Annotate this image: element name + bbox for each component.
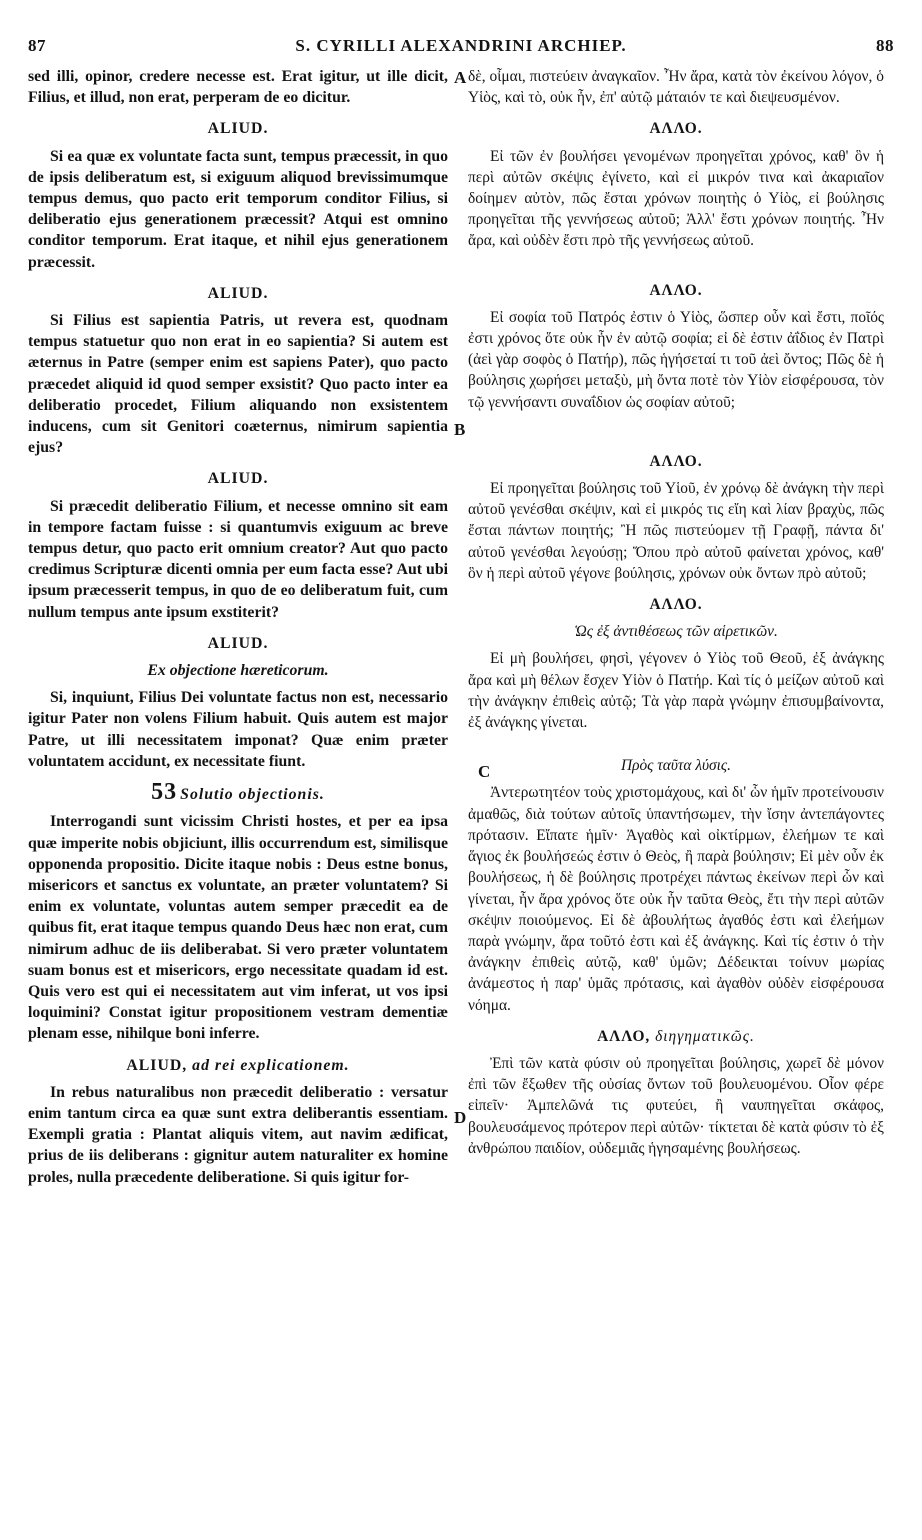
- greek-subheading: Ὡς ἐξ ἀντιθέσεως τῶν αἱρετικῶν.: [574, 623, 778, 641]
- greek-section-heading-explicatio: [468, 1026, 884, 1047]
- greek-paragraph: Εἰ τῶν ἐν βουλήσει γενομένων προηγεῖται χρόνος, καθ' ὃν ἡ περὶ αὐτῶν σκέψις ἐγίνετο, καὶ εἰ μικρόν τινα καὶ ἀκαριαῖον δοίημεν αὐτὸν, πῶς ἔσται χρόνων ποιητὴς ὁ Υἱὸς, εἰ βούλησις προηγεῖται τῆς γεννήσεως αὐτοῦ; Ἀλλ' ἔστι χρόνων ποιητής. Ἦν ἄρα, καὶ οὐδὲν ἔστι πρὸ τῆς γεννήσεως αὐτοῦ.: [468, 147, 884, 250]
- latin-paragraph: Si, inquiunt, Filius Dei voluntate factus non est, necessario igitur Pater non volens Filium habuit. Quis autem est major Patre, ut illi necessitatem imponat? Quæ enim præter voluntatem accidunt, ex necessitate fiunt.: [28, 689, 448, 770]
- greek-paragraph: Εἰ μὴ βουλήσει, φησὶ, γέγονεν ὁ Υἱὸς τοῦ Θεοῦ, ἐξ ἀνάγκης ἄρα καὶ μὴ θέλων ἔσχεν Υἱὸν ὁ Πατήρ. Καὶ τίς ὁ μείζων αὐτοῦ καὶ τὴν ἀνάγκην ἐπιθεὶς αὐτῷ; Τὰ γὰρ παρὰ γνώμην ἐπισυμβαίνοντα, ἐξ ἀνάγκης γίνεται.: [468, 650, 884, 732]
- latin-paragraph: In rebus naturalibus non præcedit deliberatio : versatur enim tantum circa ea quæ sunt extra deliberantis essentiam. Exempli gratia : Plantat aliquis vitem, aut navim ædificat, prius de iis deliberans : gignitur autem naturaliter ex homine proles, nulla præcedente deliberatione. Si quis igitur for-: [28, 1083, 448, 1186]
- latin-paragraph: Si Filius est sapientia Patris, ut revera est, quodnam tempus statuetur quo non erat in eo sapientia? Si autem est æternus in Patre (semper enim est sapiens Pater), quo pacto præcedet aliquid id quod semper exsistit? Quo pacto inter ea deliberatio procedet, Filium aliquando non exsistentem inducens, cum sit Genitori coæternus, nimirum sapientia ejus?: [28, 312, 448, 457]
- latin-column: [28, 66, 448, 1526]
- latin-intro: sed illi, opinor, credere necesse est. Erat igitur, ut ille dicit, Filius, et illud, non erat, perperam de eo dicitur.: [28, 68, 448, 107]
- latin-section-heading-explicatio: [28, 1055, 448, 1076]
- latin-paragraph: Si ea quæ ex voluntate facta sunt, tempus præcessit, in quo de ipsis deliberatum est, si exiguum aliquod brevissimumque tempus demus, quo pacto erit temporum conditor Filius, si deliberatio ejus generationem præcessit? Atqui est omnino conditor temporum. Erat itaque, et nihil ejus generationem præcessit.: [28, 147, 448, 271]
- greek-solution-heading: Πρὸς ταῦτα λύσις.: [620, 757, 732, 775]
- latin-section-heading: ALIUD.: [207, 470, 269, 488]
- page-number-left: 87: [28, 36, 46, 55]
- greek-subheading: διηγηματικῶς.: [655, 1027, 755, 1045]
- margin-letter-b: B: [454, 420, 466, 439]
- latin-solution-heading: [28, 779, 448, 806]
- latin-subheading: Ex objectione hæreticorum.: [147, 662, 329, 680]
- greek-section-heading: ΑΛΛΟ,: [597, 1027, 651, 1045]
- latin-section-heading: ALIUD.: [207, 284, 269, 302]
- latin-section-heading: ALIUD.: [207, 120, 269, 138]
- greek-section-heading: ΑΛΛΟ.: [649, 120, 703, 138]
- greek-paragraph: Ἀντερωτητέον τοὺς χριστομάχους, καὶ δι' ὧν ἡμῖν προτείνουσιν ἀμαθῶς, διὰ τούτων αὐτοῖς ὑπαντήσωμεν, τὴν ἴσην ἀντεπάγοντες πρότασιν. Εἴπατε ἡμῖν· Ἀγαθὸς καὶ οἰκτίρμων, ἐλεήμων τε καὶ ἅγιος ἐκ βουλήσεώς ἐστιν ὁ Θεὸς, ἢ παρὰ βούλησιν; Εἰ μὲν οὖν ἐκ βουλήσεως, ἡ δὲ βούλησις προτρέχει πάντως ἐκείνων περὶ ὧν καὶ γίνεται, ἦν ἄρα χρόνος ὅτε οὐκ ἦν ταῦτα Θεὸς, ἔτι τὴν περὶ αὐτῶν σκέψιν ποιούμενος. Εἰ δὲ ἀβουλήτως ἀγαθός ἐστι καὶ ἐλεήμων παρὰ γνώμην, ἄρα τοῦτό ἐστι καὶ ἐξ ἀνάγκης. Καὶ τίς ἐστιν ὁ τὴν ἀνάγκην ἐπιθεὶς αὐτῷ, καθ' ὑμῶν; Δέδεικται τοίνυν μωρίας ἀνάμεστος ἡ παρ' ὑμᾶς πρότασις, καὶ ἀγαθὸν οὐδὲν εἰσφέρουσα νόημα.: [468, 784, 884, 1014]
- page-number-right: 88: [876, 36, 894, 55]
- greek-section-heading: ΑΛΛΟ.: [649, 452, 703, 470]
- latin-section-heading: ALIUD,: [126, 1056, 188, 1074]
- greek-paragraph: Εἰ σοφία τοῦ Πατρός ἐστιν ὁ Υἱὸς, ὥσπερ οὖν καὶ ἔστι, ποῖός ἐστι χρόνος ὅτε οὐκ ἦν ἐν αὐτῷ σοφία; εἰ δὲ ἐστιν ἀΐδιος ἐν Πατρὶ (ἀεὶ γὰρ σοφὸς ὁ Πατήρ), πῶς ἡγήσεταί τι τοῦ ἀεὶ ὄντος; Πῶς δὲ ἡ βούλησις χωρήσει μεταξὺ, μὴ ὄντα ποτὲ τὸν Υἱὸν εἰσφέρουσα, τὸν τῷ γεννήσαντι συναΐδιον ὡς σοφίαν αὐτοῦ;: [468, 308, 884, 411]
- running-title: S. CYRILLI ALEXANDRINI ARCHIEP.: [295, 36, 627, 55]
- greek-column: [468, 66, 884, 1526]
- page-header: [28, 36, 894, 60]
- margin-letter-a: A: [454, 68, 467, 87]
- margin-letter-d: D: [454, 1108, 467, 1127]
- greek-paragraph: Ἐπὶ τῶν κατὰ φύσιν οὐ προηγεῖται βούλησις, χωρεῖ δὲ μόνον ἐπὶ τῶν ἔξωθεν τῆς οὐσίας ὄντων τοῦ βουλευομένου. Οἷον φέρε εἰπεῖν· Ἀμπελῶνά τις φυτεύει, ἢ ναυπηγεῖται σκάφος, βουλευσάμενος πρότερον περὶ αὐτῶν· τίκτεται δὲ κατὰ φύσιν τὸ ἐξ ἀνθρώπου παιδίον, οὐδεμιᾶς ἡγησαμένης βουλήσεως.: [468, 1054, 884, 1157]
- latin-paragraph: Interrogandi sunt vicissim Christi hostes, et per ea ipsa quæ imperite nobis objiciunt, illis occurrendum est, similisque opponenda propositio. Dicite itaque nobis : Deus estne bonus, misericors et sanctus ex voluntate, an præter voluntatem? Si enim ex voluntate, voluntas autem semper præcedit ea de quibus fit, erat itaque tempus quando Deus hæc non erat, cum nimirum adhuc de iis deliberabat. Si vero præter voluntatem suam bonus est et misericors, ergo necessitate quadam id est. Quis vero est qui ei necessitatem aut vim inferat, ut vos ipsi loquimini? Constat igitur propositionem vestram dementiæ plenam esse, nihilque boni inferre.: [28, 813, 448, 1043]
- latin-paragraph: Si præcedit deliberatio Filium, et necesse omnino sit eam in tempore factam fuisse : si quantumvis exiguum ac breve tempus detur, quo pacto erit omnium creator? Aut quo pacto credimus Scripturæ dicenti omnia per eum facta esse? Aut ubi ipsum præcesserit tempus, in quo de eo deliberatum fuit, cum nullum tempus ante ipsum exstiterit?: [28, 497, 448, 621]
- greek-intro: δὲ, οἶμαι, πιστεύειν ἀναγκαῖον. Ἦν ἄρα, κατὰ τὸν ἐκείνου λόγον, ὁ Υἱὸς, καὶ τὸ, οὐκ ἦν, ἐπ' αὐτῷ μάταιόν τε καὶ διεψευσμένον.: [468, 68, 884, 107]
- greek-section-heading: ΑΛΛΟ.: [649, 596, 703, 614]
- greek-section-heading: ΑΛΛΟ.: [649, 281, 703, 299]
- latin-section-heading: ALIUD.: [207, 634, 269, 652]
- greek-paragraph: Εἰ προηγεῖται βούλησις τοῦ Υἱοῦ, ἐν χρόνῳ δὲ ἀνάγκη τὴν περὶ αὐτοῦ γενέσθαι σκέψιν, καὶ εἰ μικρός τις εἴη καὶ λίαν βραχὺς, πῶς ἔσται πάντων ποιητής; Ἢ πῶς πιστεύομεν τῇ Γραφῇ, πάντα δι' αὐτοῦ γενέσθαι λεγούσῃ; Ὅπου πρὸ αὐτοῦ φαίνεται χρόνος, καθ' ὃν ἡ περὶ αὐτοῦ γέγονε βούλησις, χρόνων οὐκ ὄντων πρὸ αὐτοῦ;: [468, 480, 884, 582]
- latin-subheading: ad rei explicationem.: [192, 1056, 350, 1074]
- section-number: 53: [151, 779, 178, 806]
- latin-solution-title: Solutio objectionis.: [180, 786, 325, 804]
- margin-letter-c: C: [478, 762, 491, 781]
